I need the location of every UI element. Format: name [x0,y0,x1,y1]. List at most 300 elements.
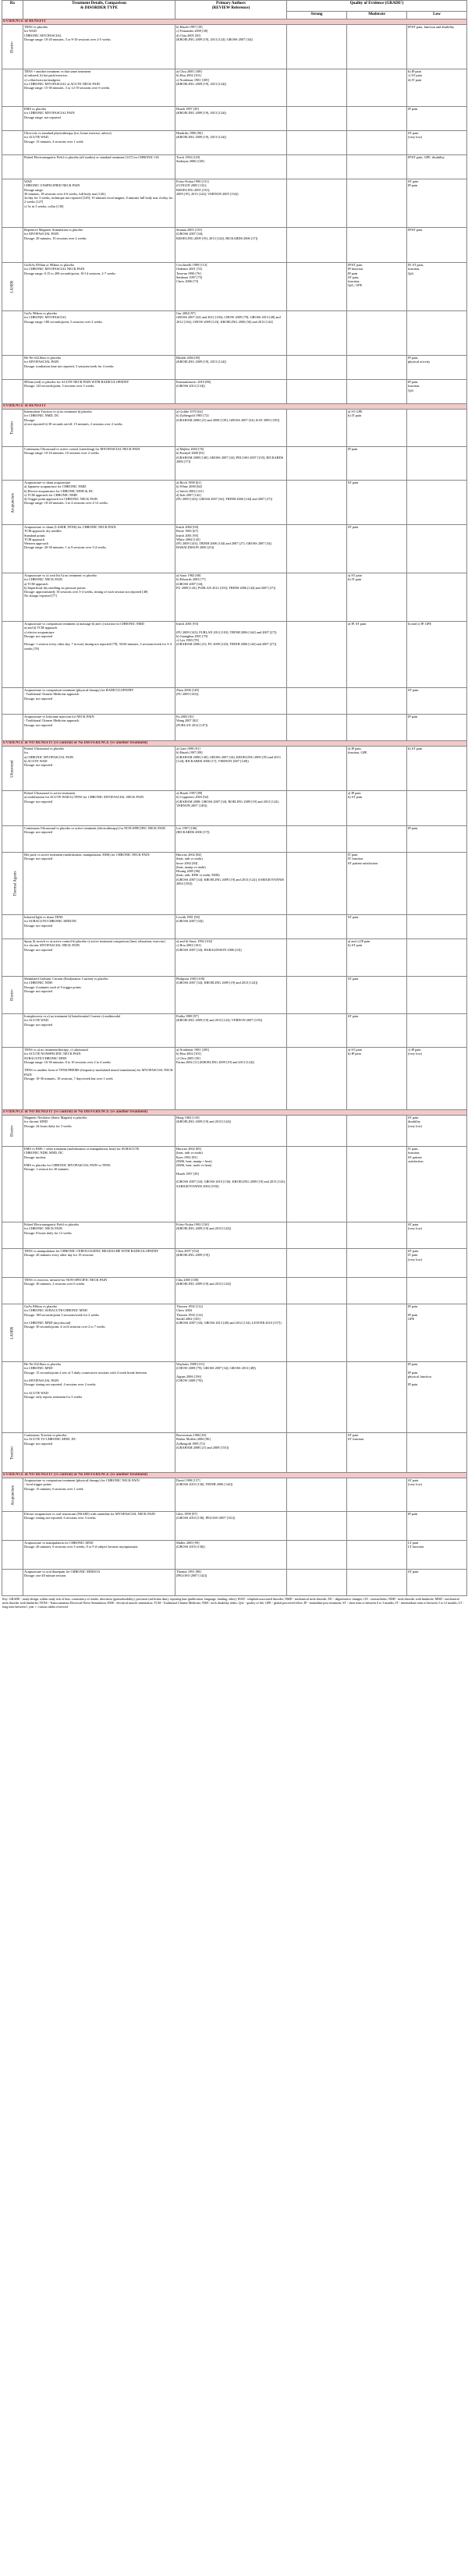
primary-authors: Blodde 2004 [85] (KROELING 2009 [19], 2013 [124]) [176,356,287,380]
quality-moderate: ST pain [347,1014,407,1048]
evidence-row [2,356,467,380]
quality-low: IP/ST pain [407,228,467,263]
primary-authors: Konstantinovic 2010 [86] (GROSS 2012 [134]) [176,380,287,404]
primary-authors: Thomas 1991 [98] (PELOSO 2007 [142]) [176,1570,287,1596]
evidence-row [2,1222,467,1249]
treatment-details: Continuous Traction vs placebo for ACUTE TO CHRONIC MND, DC Dosage: not reported [23,1433,176,1473]
quality-moderate [347,1249,407,1278]
primary-authors: Foley-Nolan 1990 [131] (CONLIN 2005 [132]; KROELING 2005 [133], 2009 [19], 2013 [124]; VERNON 2005 [134]) [176,179,287,228]
evidence-table [2,0,467,1596]
primary-authors: Philipson 1983 [100] (GROSS 2007 [34]; KROELING 2009 [19] and 2013 [124]) [176,977,287,1014]
quality-moderate [347,1512,407,1541]
treatment-category-label: Traction [10,421,15,435]
treatment-category [2,356,23,380]
quality-strong [287,715,347,741]
quality-strong [287,25,347,69]
evidence-row [2,826,467,853]
primary-authors: Zhou 2006 [149] (FU 2009 [143]) [176,688,287,715]
evidence-row [2,155,467,179]
quality-moderate [347,715,407,741]
primary-authors: Foley-Nolan 1992 [130] (KROELING 2009 [19] and 2013 [124]) [176,1222,287,1249]
quality-strong [287,356,347,380]
evidence-row [2,179,467,228]
evidence-row [2,1249,467,1278]
quality-moderate [347,1222,407,1249]
treatment-details: TENS + another treatment vs that same treatment a) infrared, b) hot pack/exercise, c) collar/exercise/analgesic for CHRONIC MYOFASCIAL a) ACUTE NECK PAIN Dosage range: 15-30 minutes, 3 or 12-19 sessions over 6 weeks [23,69,176,107]
quality-moderate [347,179,407,228]
treatment-category [2,573,23,622]
quality-moderate [347,1570,407,1596]
quality-strong [287,410,347,447]
treatment-category-label: Ultrasound [10,760,15,778]
evidence-row [2,380,467,404]
quality-moderate: IP pain [347,447,407,481]
quality-low: IP, ST pain, function, QoL [407,263,467,311]
quality-strong [287,1147,347,1222]
quality-strong [287,1433,347,1473]
quality-strong [287,155,347,179]
evidence-row [2,525,467,573]
header-moderate: Moderate [347,12,407,20]
section-title: EVIDENCE of NO BENEFIT (vs control) or No DIFFERENCE (vs another treatment) [2,1110,467,1116]
treatment-details: He-Ne 632.8nm vs placebo for CHRONIC MND Dosage: 15 seconds/point 2 sets of 5 daily consecutive sessions with 4 week break between for MYOFASCIAL PAIN Dosage: timing not reported, 4 sessions over 2 weeks for ACUTE WAD Dosage: only reports treatment for 3 weeks [23,1362,176,1433]
evidence-row [2,481,467,525]
primary-authors: a) Goldie 1970 [62] b) Zylbergold 1985 [72] (GRAHAM 2006 [21] and 2008 [139]; GROSS 2007 [34]; KAY 2009 [139]) [176,410,287,447]
treatment-details: Magnetic Necklace (Static Magnet) vs placebo for chronic MND Dosage: 24 hours daily for 3 weeks [23,1116,176,1147]
primary-authors: Lewith 1981 [94] (GROSS 2007 [34]) [176,915,287,939]
quality-moderate [347,228,407,263]
evidence-row [2,25,467,69]
treatment-details: He-Ne 632.8nm vs placebo for MYOFASCIAL PAIN Dosage: irradiation time not reported, 3 sessions/week for 4 weeks [23,356,176,380]
treatment-category-label: Acupuncture [11,492,16,513]
header-strong: Strong [287,12,347,20]
quality-moderate [347,107,407,131]
evidence-row [2,939,467,977]
primary-authors: Hurwitz 2002 [84] (heat, rath vs mobi) bowe 2002 [84] (heat, manip vs mobi) Hwang 2005 [86] (heat, rath, EMS vs mobi, EMS) (GROSS 2007 [34]; KROELING 2009 [19] and 2013 [124]; SARIGIOVANNIS 2004 [150]) [176,853,287,915]
treatment-category-label: Traction [10,1446,15,1460]
quality-moderate [347,311,407,356]
treatment-details: GaAs 830nm vs placebo for CHRONIC SUBACUTE/CHRONIC MND Dosage: 180 seconds/point 3 sessions/week for 2 weeks for CHRONIC MND (myofascial) Dosage: 30 seconds/point, 4 to14 sessions over 2 to 7 weeks [23,1304,176,1362]
quality-strong [287,1222,347,1249]
evidence-row [2,1512,467,1541]
quality-moderate [347,1541,407,1570]
treatment-category-label: Electro [10,41,15,53]
treatment-category [2,447,23,481]
evidence-row [2,1478,467,1512]
treatment-details: Acupuncture vs manipulation for CHRONIC MND Dosage: 20 minutes, 6 sessions over 3 weeks, 8 or 9 if subject became asymptomatic [23,1541,176,1570]
evidence-row [2,69,467,107]
quality-strong [287,1249,347,1278]
quality-moderate [347,1278,407,1304]
quality-moderate: a) ST GPE b) IT pain [347,410,407,447]
treatment-category-label: LASER [10,281,15,293]
quality-strong [287,826,347,853]
quality-strong [287,622,347,688]
evidence-row [2,1278,467,1304]
treatment-details: TENS vs manipulation for CHRONIC CERVICOGENIC HEADACHE WITH RADICULOPATHY Dosage: 20 minutes every other day for 19 sessions [23,1249,176,1278]
evidence-row [2,1433,467,1473]
quality-moderate: ST pain [347,525,407,573]
quality-strong [287,977,347,1014]
treatment-details: Acupuncture vs comparison treatment (physical therapy) for CHRONIC NECK PAIN - local trigger points Dosage: 15 minutes, 6 sessions over 1 week [23,1478,176,1512]
header-low: Low [407,12,467,20]
quality-low: ST pain (very low) [407,1478,467,1512]
treatment-details: GaAlAs 830nm or 904nm vs placebo for CHRONIC MYOFASCIAL NECK PAIN Dosage range: 0.15 to 200 seconds/point, 10-14 sessions, 2-7 weeks [23,263,176,311]
treatment-category [2,380,23,404]
treatment-details: Acupuncture vs comparison treatment a) massage b) and c) traction for CHRONIC NMD a) and b) TCM approach c) electro-acupuncture Dosage: not reported Dosage: 1 session every other day, 7 in total, timing not reported [79]; 30-60 minutes, 3 sessions/week for 3-4 weeks [78] [23,622,176,688]
treatment-category-label: Thermal Agents [13,871,18,897]
treatment-details: Intermittent Traction vs a) no treatment b) placebo for CHRONIC NMD, DC Dosage: a) not reported b) 30 seconds on/off, 15 minutes, 2 sessions over 2 weeks [23,410,176,447]
quality-strong [287,1362,347,1433]
treatment-details: Continuous Ultrasound vs placebo or active treatment (electrotherapy) for NON-SPECIFIC NECK PAIN Dosage: not reported [23,826,176,853]
quality-moderate [347,1116,407,1147]
quality-moderate [347,1478,407,1512]
quality-moderate: ST pain [347,977,407,1014]
quality-low [407,525,467,573]
quality-low: IP pain, function, QoL [407,380,467,404]
quality-moderate [347,69,407,107]
treatment-details: Acupuncture vs a) wait list b) no treatment vs placebo for CHRONIC NECK PAIN a) TCM approach b) Superficial dry needling on pressure points Dosage: approximately 10 sessions over 3-4 weeks, timing of each session not reported [48] No dosage reported [77] [23,573,176,622]
quality-strong [287,481,347,525]
primary-authors: David 1998 [157] (GROSS 2010 [136]; TRINH 2006 [144]) [176,1478,287,1512]
evidence-row [2,915,467,939]
treatment-category-label: Electro [10,1125,15,1137]
quality-strong [287,915,347,939]
treatment-category [2,688,23,715]
primary-authors: a) Chiu 2005 [108] b) Hou 2002 [101] c) Nordemar 1981 [109] (KROELING 2009 [19], 2013 [124]) [176,69,287,107]
quality-moderate: a) ST pain b) IP pain [347,1048,407,1110]
primary-authors: Muller 2005 [99] (GROSS 2010 [136]) [176,1541,287,1570]
quality-low [407,853,467,915]
quality-moderate [347,826,407,853]
evidence-row [2,791,467,826]
treatment-category [2,1147,23,1222]
treatment-category [2,155,23,179]
primary-authors: a) Birch 1998 [61] b) White 2000 [64] c) Irnich 2002 [141] d) Itoh 2007 [142] (FU 2009 [143]; GROSS 2007 [34]; TRINH 2006 [144] and 2007 [27]) [176,481,287,525]
quality-low: ST pain [407,1570,467,1596]
evidence-row [2,1541,467,1570]
quality-moderate: ST pain [347,915,407,939]
quality-low [407,311,467,356]
quality-strong [287,1570,347,1596]
quality-moderate: a) ST pain b) IT pain [347,573,407,622]
quality-low [407,481,467,525]
quality-strong [287,1541,347,1570]
section-header [2,741,467,747]
treatment-category [2,1014,23,1048]
treatment-details: TENS vs exercise, infrared for NON-SPECIFIC NECK PAIN Dosage: 30 minutes, 2 sessions over 6 weeks [23,1278,176,1304]
treatment-category [2,622,23,688]
evidence-row [2,131,467,155]
quality-moderate [347,380,407,404]
treatment-category [2,69,23,107]
quality-low: IP pain [407,826,467,853]
primary-authors: Smania 2003 [135] (GROSS 2007 [34]; KROELING 2009 [19], 2013 [124]; RICKARDS 2006 [17]) [176,228,287,263]
quality-low: b) ST pain [407,747,467,791]
quality-moderate: ST pain [347,481,407,525]
quality-strong [287,311,347,356]
evidence-row [2,410,467,447]
primary-authors: a) Hsueh 1997 [89] b) Coppieters 2003 [92] (GRAHAM 2008; GROSS 2007 [34]; ROELING 2009 [19] and 2013 [124]; VERNON 2007 [149]) [176,791,287,826]
treatment-category [2,311,23,356]
quality-low: LT pain LT function [407,1541,467,1570]
quality-low: IP pain IP pain GPE [407,1304,467,1362]
treatment-category [2,1478,23,1512]
treatment-details: Infrared light vs sham TENS for SUBACUTE/CHRONIC MND/DC Dosage: not reported [23,915,176,939]
primary-authors: a) Nordemar 1981 [109] b) Hou 2002 [101] c) Chiu 2005 [30] Farina 2004 [11] (KROELING 2009 [19] and 2013 [124]) [176,1048,287,1110]
quality-moderate: a) and c) IP pain b) ST pain [347,939,407,977]
quality-strong [287,1478,347,1512]
quality-low: ST pain [407,688,467,715]
quality-moderate: IT pain IT function ST patient satisfaction [347,853,407,915]
evidence-row [2,228,467,263]
quality-low: IP pain IP pain physical function IP pain [407,1362,467,1433]
quality-moderate [347,1362,407,1433]
quality-strong [287,1116,347,1147]
quality-strong [287,263,347,311]
quality-low [407,447,467,481]
section-title: EVIDENCE of NO BENEFIT (vs control) or No DIFFERENCE (vs another treatment) [2,1473,467,1478]
treatment-details: Spray & stretch vs a) active control b) placebo c) active treatment comparison (heat, relaxation, exercise) for chronic MYOFASCIAL NECK PAIN Dosage: not reported [23,939,176,977]
quality-low: b) IP pain c) ST pain d) IT pain [407,69,467,107]
quality-strong [287,1304,347,1362]
treatment-category [2,1304,23,1362]
quality-strong [287,939,347,977]
treatment-category [2,1362,23,1433]
evidence-row [2,447,467,481]
evidence-table-body [2,20,467,1596]
quality-moderate: a) IP pain b) ST pain [347,791,407,826]
quality-low: b) and c) IP, GPE [407,622,467,688]
treatment-details: Pulsed Electromagnetic Field vs placebo (all studies) or standard treatment [127] for CHRONIC OA [23,155,176,179]
evidence-row [2,622,467,688]
quality-strong [287,747,347,791]
primary-authors: Borrowman 1966 [63] Klaber Moffett 2006 [96] Zylbergold 1985 [72] (GRAHAM 2008 [21] and 2008 [153]) [176,1433,287,1473]
treatment-category [2,1222,23,1249]
treatment-category-label: LASER [10,1327,15,1339]
primary-authors: Lee 1997 [106] (RICKARDS 2006 [17]) [176,826,287,853]
quality-moderate [347,356,407,380]
quality-low [407,915,467,939]
quality-strong [287,853,347,915]
quality-low: IP/ST pain, GPE, disability [407,155,467,179]
quality-strong [287,573,347,622]
section-header [2,1110,467,1116]
evidence-row [2,853,467,915]
quality-strong [287,447,347,481]
treatment-category [2,228,23,263]
quality-moderate: IP/ST pain IP function IP pain ST pain, function, QoL, GPE [347,263,407,311]
treatment-details: Repetitive Magnetic Stimulation vs placebo for MYOFASCIAL PAIN Dosage: 20 minutes, 10 sessions over 2 weeks [23,228,176,263]
treatment-category [2,1249,23,1278]
quality-strong [287,380,347,404]
treatment-category [2,715,23,741]
treatment-category [2,977,23,1014]
treatment-category [2,826,23,853]
quality-strong [287,1014,347,1048]
quality-strong [287,228,347,263]
treatment-details: Acupuncture vs comparison treatment (physical therapy) for RADICULOPATHY - Traditional Chinese Medicine approach Dosage: not reported [23,688,176,715]
treatment-details: Acupuncture vs sham acupuncture a) Japanese acupuncture for CHRONIC NMD b) Electro-acupuncture for CHRONIC MND & DC c) TCM approach for CHRONIC NMD d) Trigger point approach for CHRONIC NECK PAIN Dosage range: 10-20 minutes, 3 to 4 sessions over 2-12 weeks [23,481,176,525]
evidence-row [2,977,467,1014]
quality-strong [287,69,347,107]
primary-authors: Gur 2004 [97] GROSS 2007 [34] and 2012 [136]; CHOW 2009 [79]; GROSS 2013 [48] and 2012 [134]; CHOW 2009 [123]; KROELING 2006 [56] and 2013 [124] [176,311,287,356]
treatment-category [2,1541,23,1570]
primary-authors: a) Gam 1998 [91] b) Hsueh 1997 [89] (GRAHAM 2008 [140]; GROSS 2007 [34]; KROELING 2009 [19] and 2013 [124]; RICKARDS 2006 [17]; VERNON 2007 [149]) [176,747,287,791]
treatment-details: Modulated Galvanic Current (Iliodynamic Current) vs placebo for CHRONIC NDH Dosage: 4 minutes each of 9 trigger points Dosage: not reported [23,977,176,1014]
treatment-category [2,481,23,525]
quality-low [407,573,467,622]
header-quality: Quality of Evidence (GRADE¹) [287,1,467,12]
quality-low: ST pain IP pain [407,179,467,228]
primary-authors: Waylonis 1988 [115] (CHOW 2009 [79]; GROSS 2007 [34]; GROSS 2013 [48]) Aigner 2006 [156] (CHOW 2009 [79]) [176,1362,287,1433]
quality-moderate: a) IP pain, function, GPE [347,747,407,791]
quality-low [407,1278,467,1304]
treatment-details: Acupuncture vs lidocaine injection for NECK PAIN - Traditional Chinese Medicine approach Dosage: not reported [23,715,176,741]
quality-low: ST pain IT pain (very low) [407,1249,467,1278]
primary-authors: Fialka 1989 [97] (KROELING 2009 [19] and 2013 [124]; VERNON 2007 [119]) [176,1014,287,1048]
treatment-details: Pulsed Ultrasound vs placebo for a) CHRONIC MYOFASCIAL PAIN b) ACUTE WAD Dosage: not reported [23,747,176,791]
quality-moderate: ST pain ST function [347,1433,407,1473]
quality-low: ST pain (very low) [407,1222,467,1249]
quality-strong [287,525,347,573]
quality-low: ST pain (very low) [407,131,467,155]
treatment-category [2,1278,23,1304]
header-comparison: Treatment Details, Comparison & DISORDER TYPE [23,1,176,20]
evidence-row [2,1048,467,1110]
evidence-row [2,311,467,356]
treatment-category [2,1570,23,1596]
quality-strong [287,1048,347,1110]
treatment-details: 905nm (red) vs placebo for ACUTE NECK PAIN WITH RADICULOPATHY Dosage: 120 seconds/point, 5 sessions over 5 weeks [23,380,176,404]
treatment-category [2,25,23,69]
section-header [2,20,467,25]
quality-strong [287,1278,347,1304]
primary-authors: Giles 1999 [97] (GROSS 2010 [136]; PELOSO 2007 [152]) [176,1512,287,1541]
treatment-details: Hot pack vs active treatment (mobilization, manipulation, EMS) for CHRONIC NECK PAIN Dosage: not reported [23,853,176,915]
primary-authors: Fu 2003 [81] Wang 2007 [82] (FURLAN 2012 [147]) [176,715,287,741]
table-footnote: Key: GRADE - study design, within study risk of bias, consistency of results, directness (generalizability), precision (sufficient data), reporting bias (publication, language, funding, other); WAD - whiplash associated disorder; NMD - mechanical neck disorder; DC - degenerative changes; OA - osteoarthritis; NDH - neck disorder with headache; MND - mechanical neck disorder with headache; TENS - Transcutaneous Electrical Nerve Stimulation; EMS - electrical muscle stimulation; TCM - Traditional Chinese Medicine; NSH - neck disability index; QoL - quality of life; GPE - global perceived effect; IP - immediate post treatment; ST - short term to between 0 to 3 months; IT - intermediate term to between 3 to 12 months; LT - long term between 1 year +; various tables reviewed [2,1597,464,1609]
primary-authors: Irnich 2001 [93] (FU 2009 [143]; FURLAN 2012 [103]; TRINH 2006 [144] and 2007 [27]) b) Guanghua 2001 [79] c) Lyu 1983 [78] (GRAHAM 2006 [21]; FU 2009 [143]; TRINH 2006 [144] and 2007 [27]) [176,622,287,688]
treatment-details: Continuous Ultrasound vs active control (stretching) for MYOFASCIAL NECK PAIN Dosage range: 10-16 minutes, 10 sessions over 2 weeks [23,447,176,481]
primary-authors: Chiu 2005 [108] (KROELING 2009 [19] and 2013 [124]) [176,1278,287,1304]
quality-low: IP pain [407,1512,467,1541]
treatment-category [2,107,23,131]
treatment-category [2,915,23,939]
quality-low: c) IP pain (very low) [407,1048,467,1110]
treatment-category [2,939,23,977]
primary-authors: a) and b) Snow 1992 [102] c) Hou 2002 [101] (GROSS 2007 [34]; HARALDSSON 2006 [23]) [176,939,287,977]
quality-low [407,977,467,1014]
treatment-category-label: Electro [10,989,15,1002]
evidence-row [2,573,467,622]
primary-authors: Hurwitz 2002 [85] (heat, rath vs mobi) Koes 1992 [93] (EMS, heat, manip + heat) (EMS, heat, mobi vs heat) Hsueh 1997 [39] (GROSS 2007 [34]; GROSS 2010 [136]; KROELING 2009 [19] and 2013 [124]; SARIGIOVANNIS 2004 [150]) [176,1147,287,1222]
evidence-row [2,1362,467,1433]
treatment-category [2,131,23,155]
section-header [2,404,467,410]
treatment-details: EMS vs EMS + other treatment (mobilization or manipulation, heat) for SUBACUTE CHRONIC NDH, MND, DC Dosage: unclear EMS vs placebo for CHRONIC MYOFASCIAL PAIN vs TENS Dosage: 1 session for 20 minutes [23,1147,176,1222]
quality-moderate [347,688,407,715]
quality-low [407,1433,467,1473]
treatment-details: Electro-acupuncture vs oral tenoxicam (NSAID) with ranitidine for MYOFASCIAL NECK PAIN Dosage: timing not reported, 6 sessions over 3 weeks [23,1512,176,1541]
treatment-category-label: Acupuncture [11,1485,16,1506]
quality-low [407,1014,467,1048]
treatment-details: GaAs 904nm vs placebo for CHRONIC MYOFASCIAL Dosage range: 180 seconds/point, 5 sessions over 2 weeks [23,311,176,356]
primary-authors: Hsueh 1997 [39] (KROELING 2009 [19], 2013 [124]) [176,107,287,131]
primary-authors: Chen 2007 [154] (KROELING 2009 [19]) [176,1249,287,1278]
primary-authors: Trock 1994 [129] Sutbeyaz 2006 [128] [176,155,287,179]
quality-low: IP/ST pain, function and disability [407,25,467,69]
quality-moderate: a) IP, ST pain [347,622,407,688]
evidence-row [2,688,467,715]
evidence-row [2,107,467,131]
evidence-row [2,1116,467,1147]
quality-low [407,410,467,447]
header-authors: Primary Authors (REVIEW Reference) [176,1,287,20]
evidence-row [2,747,467,791]
quality-low: IP pain [407,107,467,131]
quality-moderate [347,25,407,69]
quality-strong [287,791,347,826]
quality-strong [287,107,347,131]
primary-authors: Ceccherelli 1989 [113] Ozdemir 2001 [74] Taverna 1990 [76] Seidenes 1997 [75] Chow 2006 [73] [176,263,287,311]
quality-low: IP pain [407,715,467,741]
treatment-category [2,263,23,311]
treatment-category [2,1048,23,1110]
treatment-category [2,853,23,915]
evidence-row [2,1147,467,1222]
treatment-category [2,1116,23,1147]
quality-moderate [347,155,407,179]
primary-authors: b) Hsueh 1997 [39] c) Fernandez 2009 [38] d) Chiu 2005 [30] (KROELING 2009 [19], 2013 [124]; GROSS 2007 [34]) [176,25,287,69]
treatment-details: TENS vs placebo for WAD CHRONIC MYOFASCIAL Dosage range: 10-20 minutes, 3 or 8-10 sessions over 2-5 weeks [23,25,176,69]
primary-authors: a) Sator 1982 [68] b) Edwards 2003 [77] (GROSS 2007 [34]; FU 2009 [143]; FURLAN 2012 [103]; TRINH 2006 [144] and 2007 [27]) [176,573,287,622]
evidence-row [2,715,467,741]
treatment-category [2,747,23,791]
treatment-details: Pulsed Electromagnetic Field vs placebo for CHRONIC NECK PAIN Dosage: 8 hours daily for 12 weeks [23,1222,176,1249]
treatment-details: Acupuncture vs sham (LASER, TENS) for CHRONIC NECK PAIN TCM approach, dry needles Standard points TCM approach Western approach Dosage range: 20-30 minutes, 1 to 8 sessions over 3-4 weeks [23,525,176,573]
treatment-category [2,410,23,447]
quality-strong [287,131,347,155]
treatment-category [2,525,23,573]
primary-authors: Hong 1982 [133] (KROELING 2009 [19] and 2013 [124]) [176,1116,287,1147]
primary-authors: Irnich 2002 [94] Petrie 1983 [67] Irnich 2001 [95] White 2004 [145] (FU 2009 [143]; TRINH 2006 [144] and 2007 [27]; GROSS 2007 [34]; HARALDSSON 2006 [23]) [176,525,287,573]
treatment-category [2,1512,23,1541]
treatment-details: Iontophoresis vs a) no treatment b) Interferential Current c) multimodal for ACUTE WAD Dosage: not reported [23,1014,176,1048]
quality-low: IP pain, physical activity [407,356,467,380]
quality-strong [287,179,347,228]
quality-strong [287,688,347,715]
quality-low: IT pain, function, ST patient satisfaction [407,1147,467,1222]
treatment-details: Pulsed Ultrasound vs active treatment a) mobilization for ACUTE WAD b) TENS for CHRONIC MYOFASCIAL NECK PAIN Dosage: not reported [23,791,176,826]
evidence-row [2,1014,467,1048]
quality-strong [287,1512,347,1541]
section-title: EVIDENCE of BENEFIT [2,404,467,410]
quality-low [407,791,467,826]
evidence-row [2,263,467,311]
treatment-category [2,179,23,228]
treatment-details: TENS vs a) no treatment/therapy; c) ultrasound for ACUTE NONSPECIFIC NECK PAIN SUBACUTE/CHRONIC MND Dosage range: 16-30 minutes, 8 to 10 sessions over 2 to 4 weeks TENS vs another form of TENS/FREMS (frequency-modulated neural stimulation) for MYOFASCIAL NECK PAIN Dosage: 10-30 minutes, 10 sessions, 7 days/week but over 1 week [23,1048,176,1110]
treatment-category [2,791,23,826]
primary-authors: a) Majlesi 2004 [76] b) Esenyel 2000 [81] (GRAHAM 2008 [140]; GROSS 2007 [34]; PELOSO 2007 [135]; RICKARDS 2006 [17]) [176,447,287,481]
quality-moderate [347,131,407,155]
quality-moderate [347,1147,407,1222]
quality-moderate [347,1304,407,1362]
treatment-details: EMS vs placebo for CHRONIC MYOFASCIAL PAIN Dosage range: not reported [23,107,176,131]
treatment-category [2,1433,23,1473]
treatment-details: Acupuncture vs oral diazepam for CHRONIC MND/OA Dosage: one 40 minute session [23,1570,176,1596]
header-rx: Rx [2,1,23,20]
